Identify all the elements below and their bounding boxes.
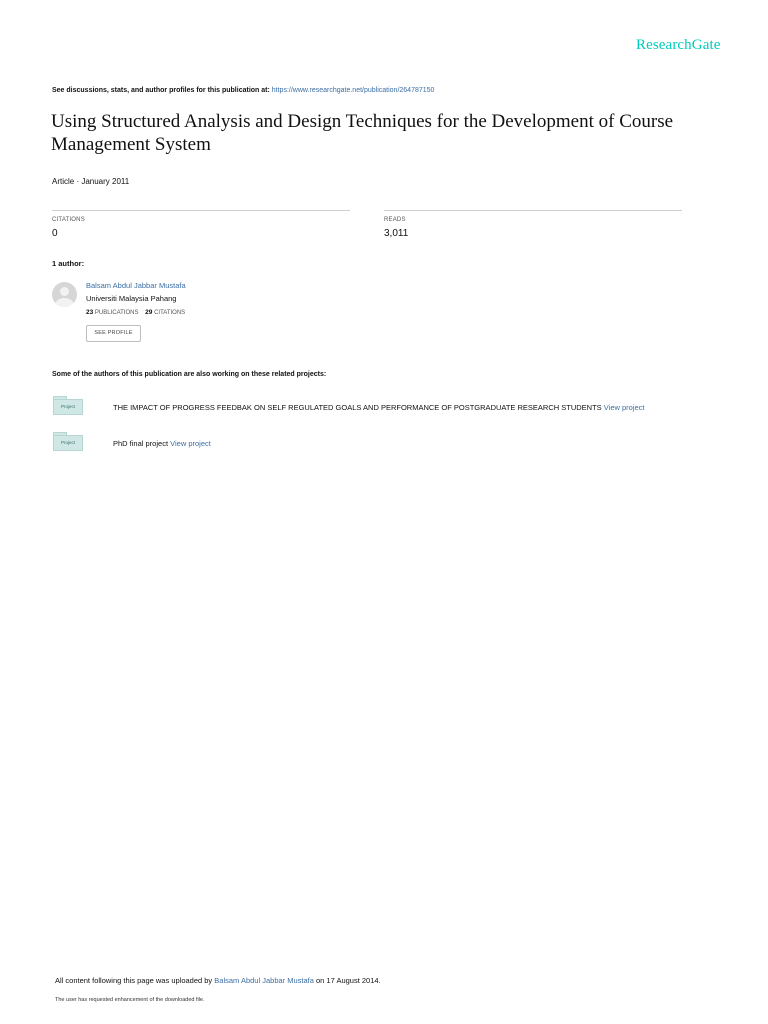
reads-label: READS (384, 217, 406, 223)
author-institution: Universiti Malaysia Pahang (86, 294, 177, 303)
view-project-link[interactable]: View project (603, 403, 645, 412)
author-avatar[interactable] (52, 282, 77, 307)
project-folder-icon (53, 432, 82, 450)
related-projects-heading: Some of the authors of this publication are also working on these related projects: (52, 371, 327, 378)
view-project-link[interactable]: View project (170, 439, 211, 448)
article-meta: Article · January 2011 (52, 177, 130, 186)
paper-title: Using Structured Analysis and Design Techniques for the Development of Course Management System (51, 111, 674, 155)
author-publications-label: PUBLICATIONS (94, 310, 139, 316)
citations-label: CITATIONS (52, 217, 85, 223)
author-citations-label: CITATIONS (154, 310, 186, 316)
project-item (113, 439, 211, 448)
publication-discussion-line (52, 87, 434, 94)
project-item (113, 403, 645, 412)
see-profile-button[interactable]: SEE PROFILE (86, 325, 141, 342)
folder-label: Project (53, 435, 83, 451)
author-citations-count: 29 (145, 309, 153, 316)
reads-divider (384, 210, 682, 211)
project-title: PhD final project (113, 439, 169, 448)
citations-value: 0 (52, 228, 58, 239)
project-title: THE IMPACT OF PROGRESS FEEDBAK ON SELF REGULATED GOALS AND PERFORMANCE OF POSTGRADUATE RESEARCH STUDENTS (113, 403, 602, 412)
see-text: See discussions, stats, and author profiles for this publication at: (52, 87, 272, 94)
author-name-link[interactable]: Balsam Abdul Jabbar Mustafa (86, 281, 186, 290)
researchgate-logo[interactable]: ResearchGate (636, 37, 721, 53)
upload-prefix: All content following this page was uploaded by (55, 976, 215, 985)
folder-label: Project (53, 399, 83, 415)
uploader-link[interactable]: Balsam Abdul Jabbar Mustafa (214, 976, 314, 985)
upload-notice (55, 976, 381, 985)
enhancement-note: The user has requested enhancement of the downloaded file. (55, 997, 205, 1003)
citations-divider (52, 210, 350, 211)
project-folder-icon (53, 396, 82, 414)
author-stats (86, 309, 185, 316)
reads-value: 3,011 (384, 228, 409, 239)
avatar-body-shape (55, 298, 74, 307)
avatar-head-shape (60, 287, 69, 296)
publication-url-link[interactable]: https://www.researchgate.net/publication/264787150 (271, 87, 435, 94)
authors-count: 1 author: (52, 259, 85, 268)
author-publications-count: 23 (86, 309, 94, 316)
upload-suffix: on 17 August 2014. (313, 976, 381, 985)
